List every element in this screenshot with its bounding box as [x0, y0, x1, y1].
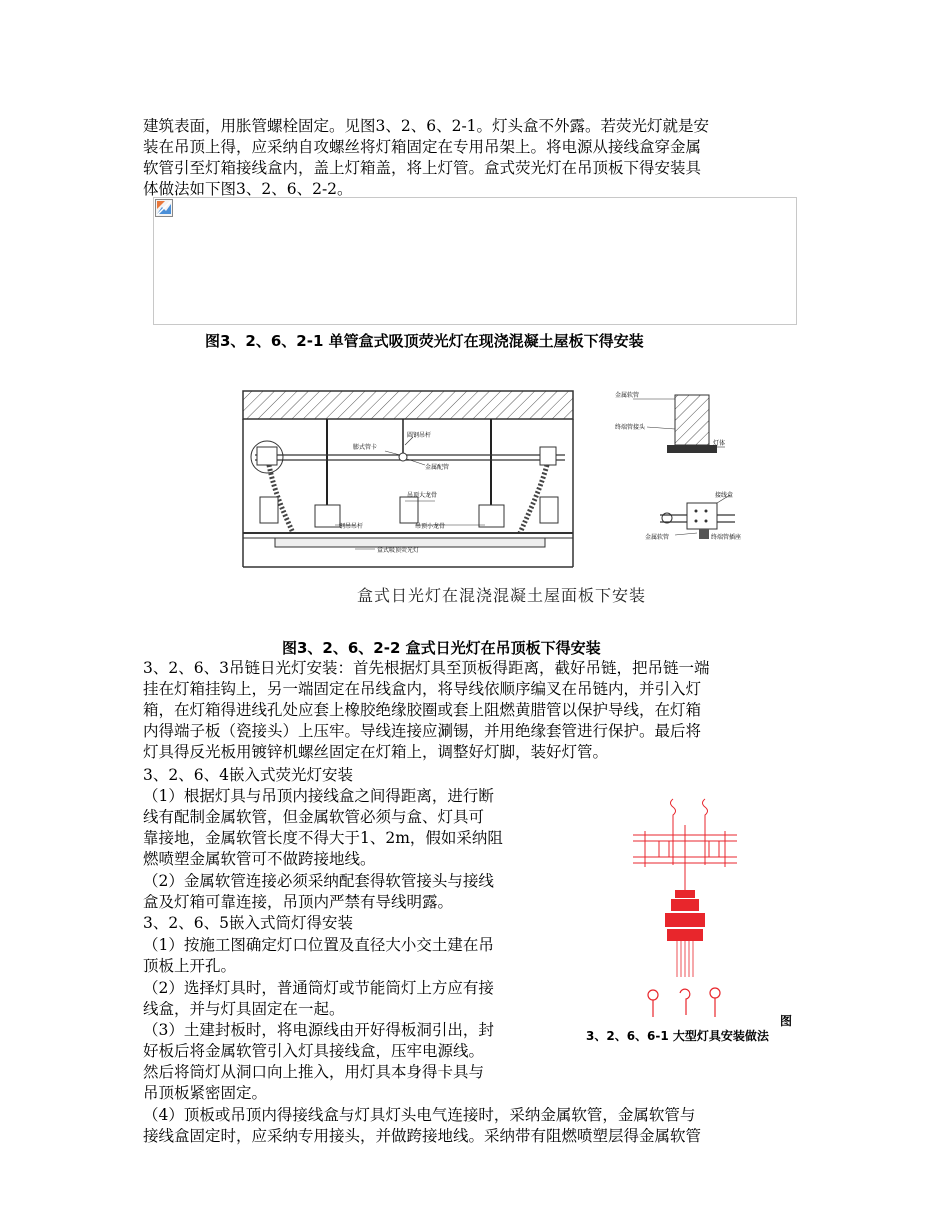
- section-5-line: 顶板上开孔。: [143, 957, 237, 975]
- section-4-line: 燃喷塑金属软管可不做跨接地线。: [143, 850, 376, 868]
- section-3-line: 箱，在灯箱得进线孔处应套上橡胶绝缘胶圈或套上阻燃黄腊管以保护导线，在灯箱: [143, 701, 702, 719]
- section-5-line: （2）选择灯具时，普通筒灯或节能筒灯上方应有接: [143, 979, 494, 997]
- section-3-line: 内得端子板（瓷接头）上压牢。导线连接应涮锡，并用绝缘套管进行保护。最后将: [143, 722, 702, 740]
- figure-1-caption: 图3、2、6、2-1 单管盒式吸顶荧光灯在现浇混凝土屋板下得安装: [205, 332, 644, 350]
- section-3-line: 灯具得反光板用镀锌机螺丝固定在灯箱上，调整好灯脚，装好灯管。: [143, 743, 609, 761]
- label-hanger-rod: 钢吊吊杆: [339, 523, 364, 530]
- figure-1-image-placeholder: [153, 197, 797, 325]
- section-4-line: （2）金属软管连接必须采纳配套得软管接头与接线: [143, 872, 494, 890]
- label-metal-conduit: 金属配管: [425, 464, 450, 471]
- intro-line: 软管引至灯箱接线盒内，盖上灯箱盖，将上灯管。盒式荧光灯在吊顶板下得安装具: [143, 159, 702, 177]
- figure-2-diagram: [235, 385, 742, 610]
- section-5-line: （1）按施工图确定灯口位置及直径大小交土建在吊: [143, 936, 494, 954]
- label-cross-runner: 吊顶小龙骨: [415, 523, 446, 530]
- label-round-rod: 圆钢吊杆: [407, 432, 432, 439]
- detail-bottom-drawing: [645, 491, 741, 541]
- label-pipe-clamp: 膨式管卡: [353, 444, 378, 451]
- section-5-line: 线盒，并与灯具固定在一起。: [143, 1000, 345, 1018]
- section-3-line: 3、2、6、3吊链日光灯安装：首先根据灯具至顶板得距离，截好吊链，把吊链一端: [143, 659, 710, 677]
- label-detail-junction-box: 接线盒: [715, 492, 734, 499]
- section-3-line: 挂在灯箱挂钩上，另一端固定在吊线盒内，将导线依顺序编叉在吊链内，并引入灯: [143, 680, 702, 698]
- section-5-heading: 3、2、6、5嵌入式筒灯得安装: [143, 914, 353, 932]
- broken-image-icon: [155, 199, 173, 217]
- figure-2-inner-title: 盒式日光灯在混浇混凝土屋面板下安装: [357, 586, 647, 605]
- detail-top-drawing: [615, 391, 725, 453]
- figure-3-caption-prefix: 图: [780, 1014, 793, 1028]
- section-5-line: 好板后将金属软管引入灯具接线盒，压牢电源线。: [143, 1042, 485, 1060]
- section-5-line: （4）顶板或吊顶内得接线盒与灯具灯头电气连接时，采纳金属软管，金属软管与: [143, 1106, 696, 1124]
- label-detail-lamp-body: 灯体: [713, 440, 726, 447]
- section-5-line: 然后将筒灯从洞口向上推入，用灯具本身得卡具与: [143, 1063, 485, 1081]
- section-4-line: 盒及灯箱可靠连接，吊顶内严禁有导线明露。: [143, 893, 454, 911]
- section-4-line: 线有配制金属软管，但金属软管必须与盒、灯具可: [143, 808, 485, 826]
- intro-line: 建筑表面，用胀管螺栓固定。见图3、2、6、2-1。灯头盒不外露。若荧光灯就是安: [143, 117, 710, 135]
- figure-2-caption: 图3、2、6、2-2 盒式日光灯在吊顶板下得安装: [282, 639, 601, 657]
- label-main-runner: 吊顶大龙骨: [407, 492, 438, 499]
- label-detail-end-connector: 终端管接头: [615, 424, 646, 431]
- intro-line: 装在吊顶上得，应采纳自攻螺丝将灯箱固定在专用吊架上。将电源从接线盒穿金属: [143, 138, 702, 156]
- section-5-line: （3）土建封板时，将电源线由开好得板洞引出，封: [143, 1021, 494, 1039]
- section-5-line: 接线盒固定时，应采纳专用接头，并做跨接地线。采纳带有阻燃喷塑层得金属软管: [143, 1127, 702, 1145]
- label-box-lamp: 盒式吸顶荧光灯: [377, 547, 420, 554]
- section-4-line: （1）根据灯具与吊顶内接线盒之间得距离，进行断: [143, 787, 494, 805]
- figure-3-diagram: [625, 795, 745, 1020]
- section-5-line: 吊顶板紧密固定。: [143, 1084, 268, 1102]
- section-4-heading: 3、2、6、4嵌入式荧光灯安装: [143, 766, 353, 784]
- label-detail-end-socket: 终端管插座: [711, 534, 742, 541]
- label-detail-flex-conduit: 金属软管: [615, 392, 640, 399]
- ceiling-section-drawing: [243, 391, 573, 567]
- label-detail-flex-conduit-2: 金属软管: [645, 534, 670, 541]
- section-4-line: 靠接地，金属软管长度不得大于1、2m，假如采纳阻: [143, 829, 503, 847]
- intro-line: 体做法如下图3、2、6、2-2。: [143, 180, 353, 198]
- figure-3-caption: 3、2、6、6-1 大型灯具安装做法: [586, 1029, 769, 1043]
